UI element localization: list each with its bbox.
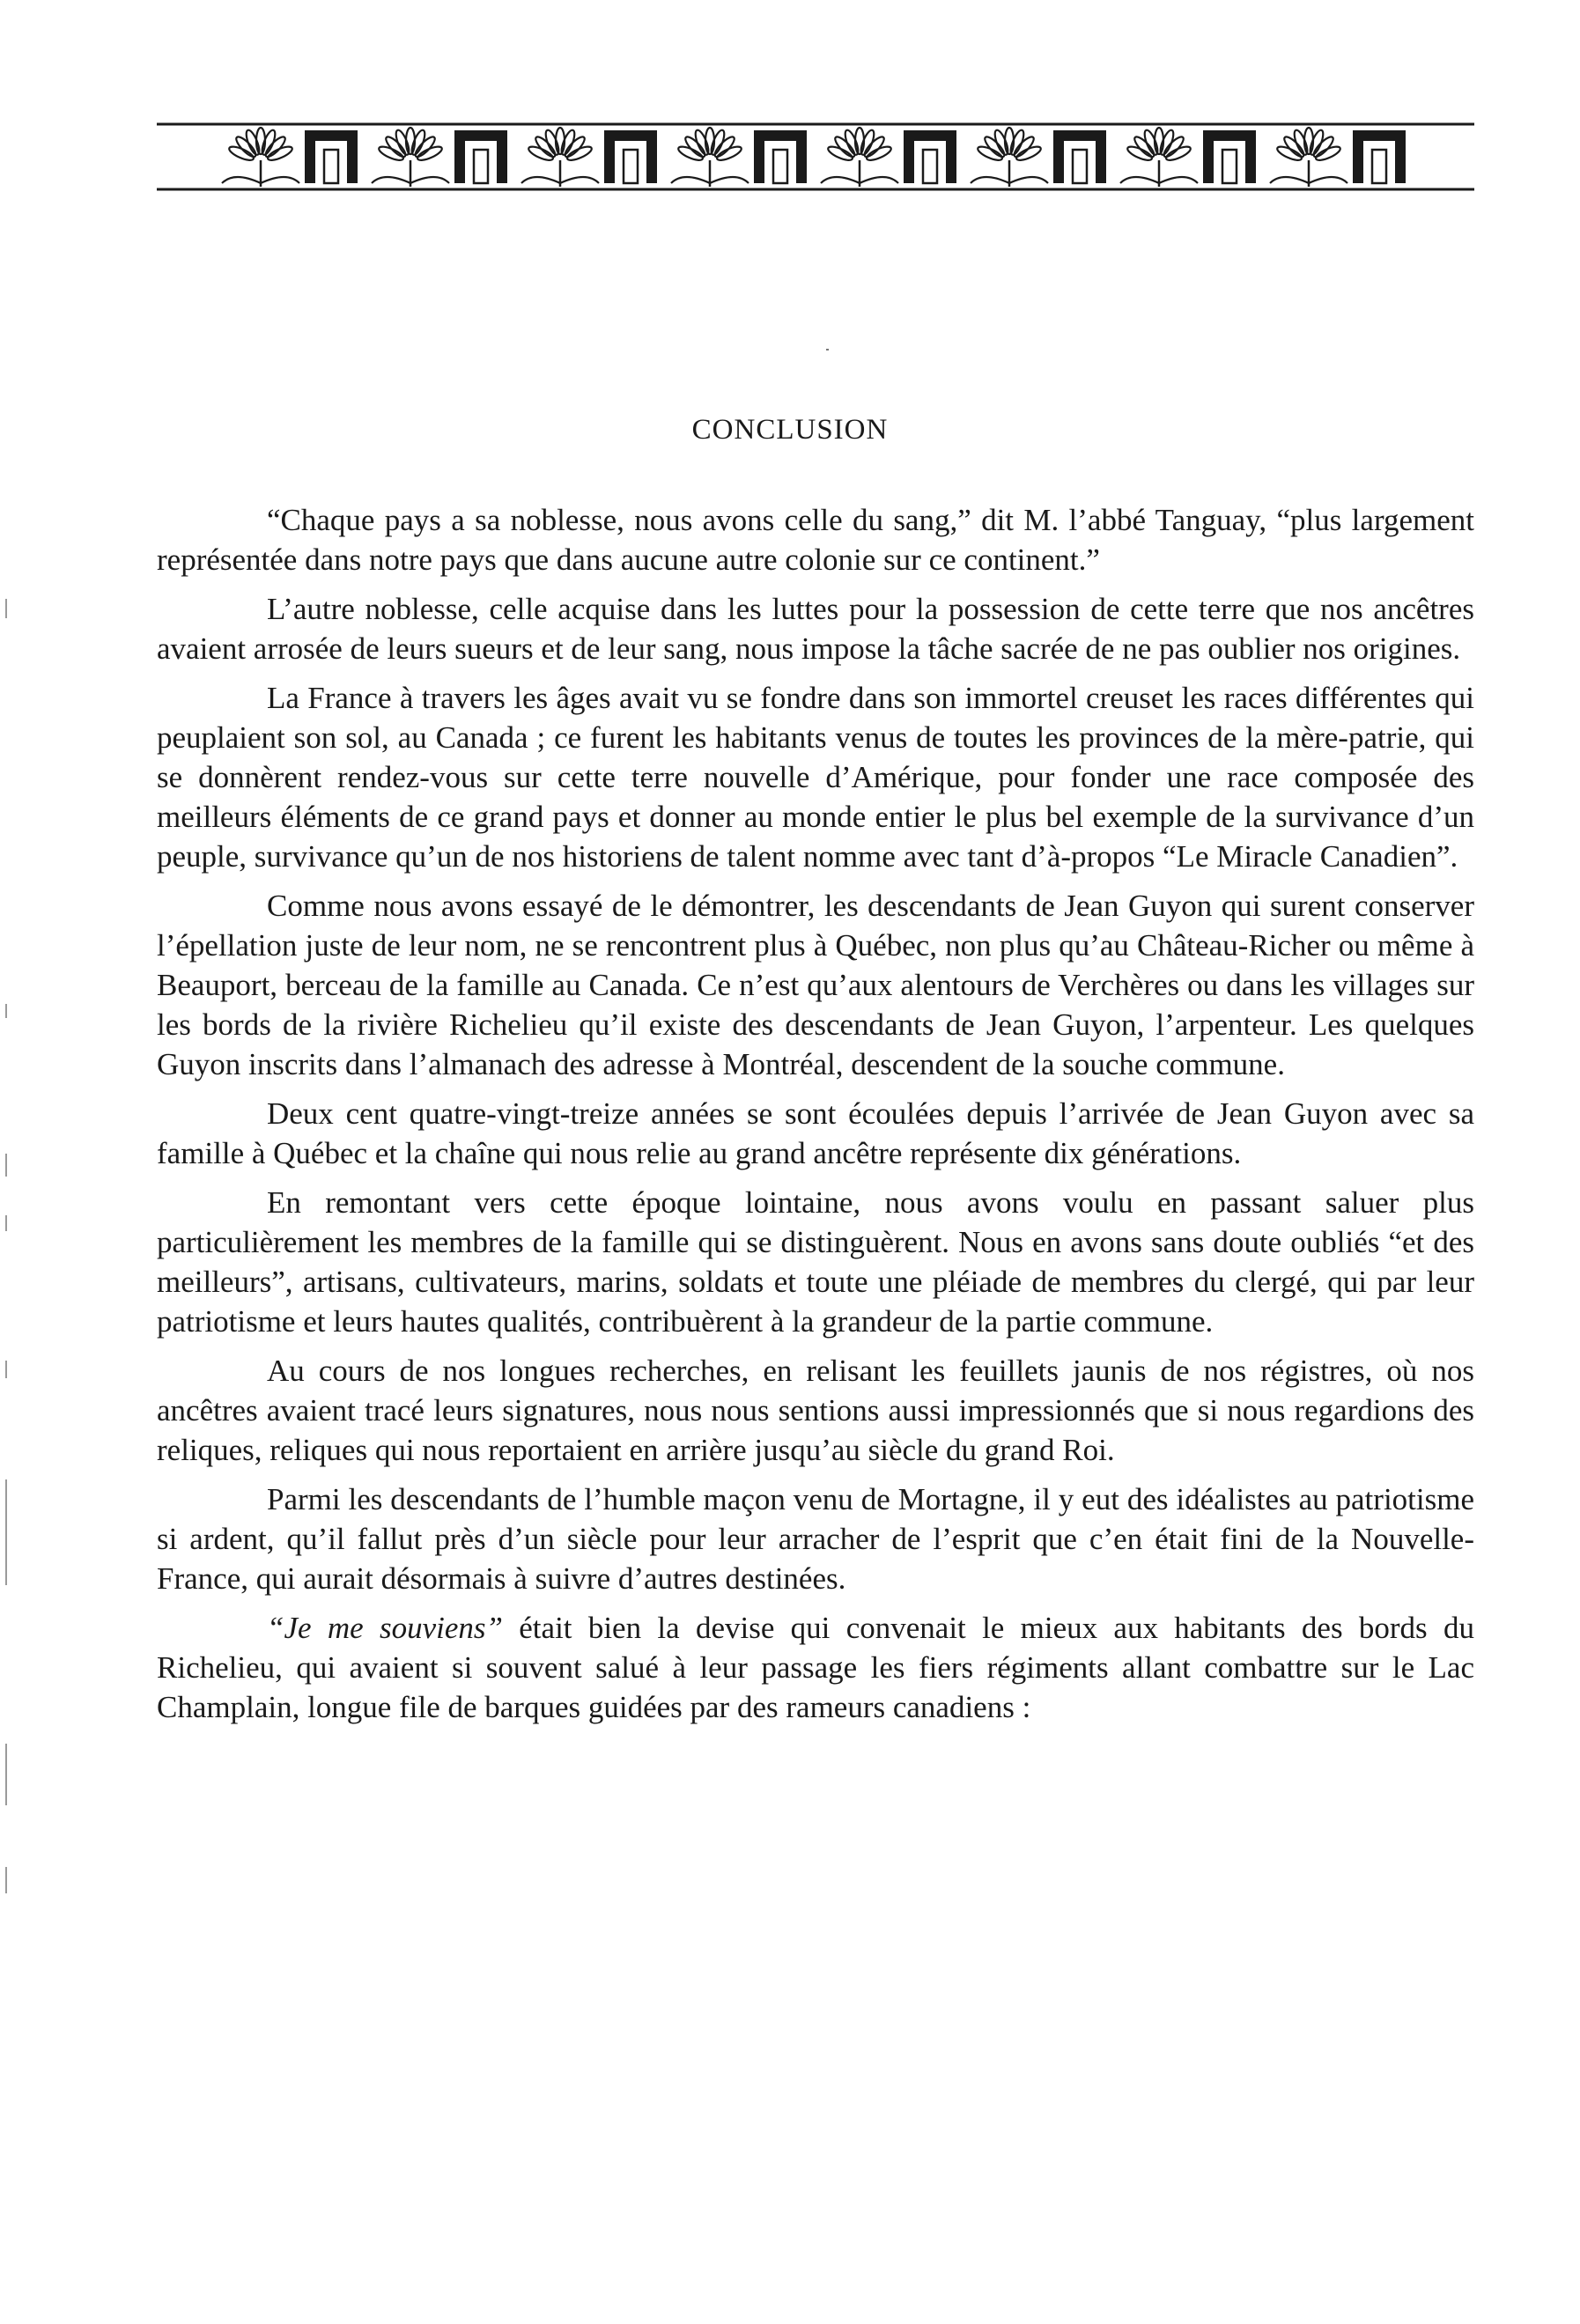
leaf-and-bracket-ornament-icon [157, 122, 1474, 192]
margin-mark [5, 1744, 7, 1805]
paragraph: Deux cent quatre-vingt-treize années se sont écoulées depuis l’arrivée de Jean Guyon avec sa famille à Québec et la chaîne qui nous relie au grand ancêtre représente dix générations. [157, 1096, 1474, 1170]
margin-mark [5, 1479, 7, 1585]
motto-text: “Je me souviens” [267, 1611, 503, 1645]
margin-mark [5, 1361, 7, 1378]
paragraph: Au cours de nos longues recherches, en relisant les feuillets jaunis de nos régistres, où nos ancêtres avaient tracé leurs signatures, nous nous sentions aussi impressionnés que si nous regardions des reliques, reliques qui nous reportaient en arrière jusqu’au siècle du grand Roi. [157, 1354, 1474, 1467]
ornament-unit [971, 128, 1106, 187]
paragraph: “Chaque pays a sa noblesse, nous avons celle du sang,” dit M. l’abbé Tanguay, “plus largement représentée dans notre pays que dans aucune autre colonie sur ce continent.” [157, 503, 1474, 577]
ornament-unit [671, 128, 807, 187]
ornament-unit [821, 128, 956, 187]
paragraph-text: était bien la devise qui convenait le mieux aux habitants des bords du Richelieu, qui avaient si souvent salué à leur passage les fiers régiments allant combattre sur le Lac Champlain, longue file de barques guidées par des rameurs canadiens : [157, 1611, 1474, 1724]
margin-mark [5, 1867, 7, 1893]
ornament-unit [521, 128, 657, 187]
paragraph: Parmi les descendants de l’humble maçon venu de Mortagne, il y eut des idéalistes au patriotisme si ardent, qu’il fallut près d’un siècle pour leur arracher de l’esprit que c’en était fini de la Nouvelle-France, qui aurait désormais à suivre d’autres destinées. [157, 1482, 1474, 1596]
margin-mark [5, 1004, 7, 1018]
scan-margin-marks [0, 0, 18, 2324]
paragraph: La France à travers les âges avait vu se fondre dans son immortel creuset les races différentes qui peuplaient son sol, au Canada ; ce furent les habitants venus de toutes les provinces de la mère-patrie, qui se donnèrent rendez-vous sur cette terre nouvelle d’Amérique, pour fonder une race composée des meilleurs éléments de ce grand pays et donner au monde entier le plus bel exemple de la survivance d’un peuple, survivance qu’un de nos historiens de talent nomme avec tant d’à-propos “Le Miracle Canadien”. [157, 681, 1474, 874]
paragraph: En remontant vers cette époque lointaine, nous avons voulu en passant saluer plus particulièrement les membres de la famille qui se distinguèrent. Nous en avons sans doute oubliés “et des meilleurs”, artisans, cultivateurs, marins, soldats et toute une pléiade de membres du clergé, qui par leur patriotisme et leurs hautes qualités, contribuèrent à la grandeur de la partie commune. [157, 1185, 1474, 1339]
decorative-ornament-band [157, 122, 1474, 192]
margin-mark [5, 1154, 7, 1177]
paragraph: L’autre noblesse, celle acquise dans les luttes pour la possession de cette terre que nos ancêtres avaient arrosée de leurs sueurs et de leur sang, nous impose la tâche sacrée de ne pas oublier nos origines. [157, 592, 1474, 666]
margin-mark [5, 599, 7, 618]
margin-mark [5, 1215, 7, 1231]
printing-speck [826, 349, 829, 350]
body-text [157, 500, 1474, 1737]
ornament-unit [1120, 128, 1256, 187]
ornament-unit [1270, 128, 1406, 187]
paragraph: Comme nous avons essayé de le démontrer, les descendants de Jean Guyon qui surent conserver l’épellation juste de leur nom, ne se rencontrent plus à Québec, non plus qu’au Château-Richer ou même à Beauport, berceau de la famille au Canada. Ce n’est qu’aux alentours de Verchères ou dans les villages sur les bords de la rivière Richelieu qu’il existe des descendants de Jean Guyon, l’arpenteur. Les quelques Guyon inscrits dans l’almanach des adresse à Montréal, descendent de la souche commune. [157, 889, 1474, 1081]
chapter-heading: CONCLUSION [691, 414, 889, 446]
ornament-unit [222, 128, 358, 187]
paragraph [157, 1608, 1474, 1727]
ornament-unit [372, 128, 507, 187]
